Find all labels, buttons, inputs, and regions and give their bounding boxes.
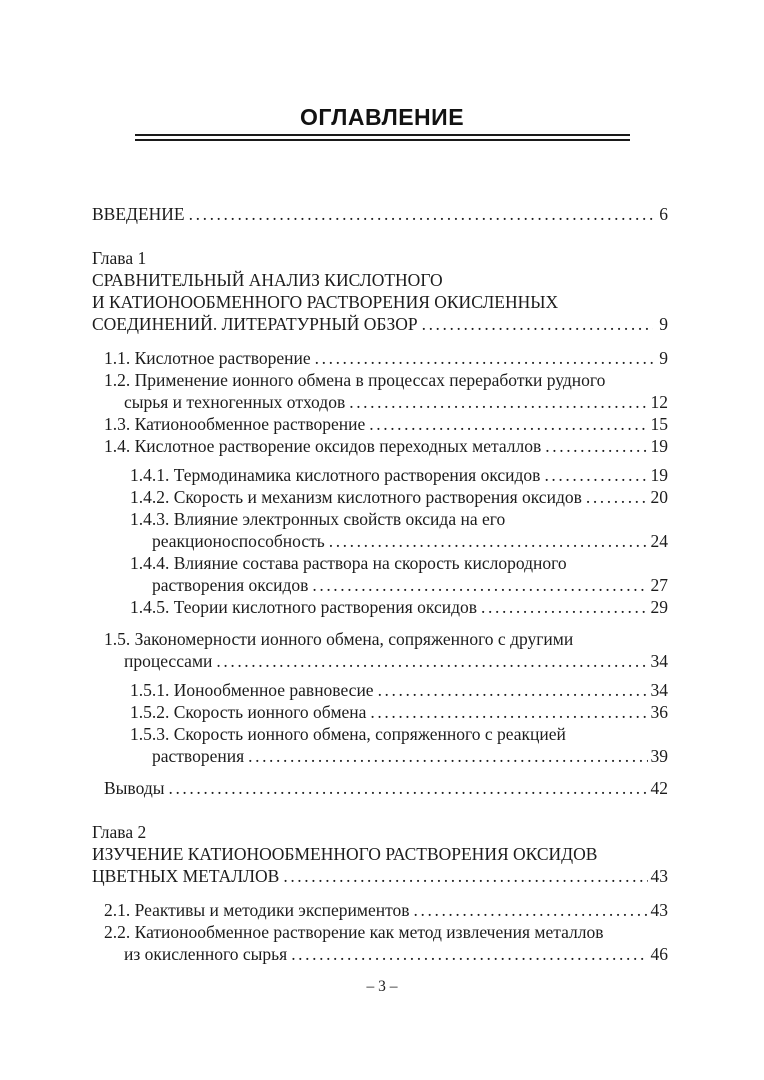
toc-entry — [0, 247, 668, 335]
leader-dots — [481, 596, 647, 618]
toc-line — [0, 269, 668, 291]
leader-dots — [545, 435, 647, 457]
toc-entry — [0, 777, 668, 799]
toc-line — [0, 203, 668, 225]
toc-line — [0, 777, 668, 799]
leader-dots — [349, 391, 647, 413]
toc-page-number: 15 — [650, 414, 668, 434]
toc-entry — [0, 596, 668, 618]
toc-entry — [0, 347, 668, 369]
toc-entry-text: процессами — [124, 651, 213, 671]
toc-entry-text: 1.4.5. Теории кислотного растворения оксидов — [130, 597, 478, 617]
leader-dots — [378, 679, 648, 701]
toc-page-number: 20 — [650, 487, 668, 507]
title-divider-double-rule — [135, 134, 630, 141]
toc-page-number: 43 — [650, 900, 668, 920]
leader-dots — [422, 313, 653, 335]
page-title: ОГЛАВЛЕНИЕ — [299, 104, 465, 130]
toc-entry-text: 1.3. Катионообменное растворение — [104, 414, 366, 434]
toc-line — [0, 628, 668, 650]
page-number-footer: – 3 – — [366, 978, 398, 995]
toc-line — [0, 899, 668, 921]
toc-entry — [0, 486, 668, 508]
toc-entry-text: сырья и техногенных отходов — [124, 392, 346, 412]
toc-line — [0, 508, 668, 530]
toc-entry — [0, 821, 668, 887]
toc-entry-text: 1.4. Кислотное растворение оксидов переходных металлов — [104, 436, 542, 456]
leader-dots — [370, 701, 647, 723]
toc-page-number: 24 — [650, 531, 668, 551]
leader-dots — [414, 899, 648, 921]
toc-line — [0, 865, 668, 887]
toc-entry-text: 1.4.2. Скорость и механизм кислотного растворения оксидов — [130, 487, 582, 507]
toc-line — [0, 391, 668, 413]
leader-dots — [544, 464, 647, 486]
table-of-contents — [0, 203, 668, 965]
toc-entry — [0, 723, 668, 767]
toc-line — [0, 291, 668, 313]
toc-line — [0, 701, 668, 723]
leader-dots — [586, 486, 648, 508]
toc-entry-text: 1.2. Применение ионного обмена в процессах переработки рудного — [104, 370, 606, 390]
toc-page-number: 46 — [650, 944, 668, 964]
toc-entry-text: 2.1. Реактивы и методики экспериментов — [104, 900, 410, 920]
toc-line — [0, 347, 668, 369]
toc-line — [0, 552, 668, 574]
toc-page-number: 42 — [650, 778, 668, 798]
toc-line — [0, 486, 668, 508]
toc-line — [0, 679, 668, 701]
toc-line — [0, 745, 668, 767]
toc-page-number: 34 — [650, 651, 668, 671]
toc-page-number: 43 — [650, 866, 668, 886]
toc-entry-text: из окисленного сырья — [124, 944, 288, 964]
toc-entry-text: СРАВНИТЕЛЬНЫЙ АНАЛИЗ КИСЛОТНОГО — [92, 270, 443, 290]
toc-page-number: 19 — [650, 436, 668, 456]
toc-page-number: 36 — [650, 702, 668, 722]
leader-dots — [315, 347, 653, 369]
toc-entry-text: 1.1. Кислотное растворение — [104, 348, 311, 368]
toc-line — [0, 943, 668, 965]
toc-entry — [0, 628, 668, 672]
toc-entry — [0, 921, 668, 965]
toc-page-number: 29 — [650, 597, 668, 617]
leader-dots — [189, 203, 653, 225]
leader-dots — [283, 865, 647, 887]
toc-entry — [0, 203, 668, 225]
toc-entry-text: Выводы — [104, 778, 165, 798]
toc-entry-text: ЦВЕТНЫХ МЕТАЛЛОВ — [92, 866, 280, 886]
leader-dots — [168, 777, 647, 799]
toc-page-number: 12 — [650, 392, 668, 412]
leader-dots — [248, 745, 647, 767]
toc-entry — [0, 899, 668, 921]
toc-entry — [0, 701, 668, 723]
toc-page-number: 9 — [659, 348, 668, 368]
toc-entry — [0, 464, 668, 486]
toc-page-number: 19 — [650, 465, 668, 485]
toc-line — [0, 921, 668, 943]
toc-entry-text: растворения оксидов — [152, 575, 309, 595]
toc-page-number: 34 — [650, 680, 668, 700]
toc-entry-text: 1.5.3. Скорость ионного обмена, сопряженного с реакцией — [130, 724, 566, 744]
toc-line — [0, 843, 668, 865]
toc-entry-text: 1.5.2. Скорость ионного обмена — [130, 702, 367, 722]
leader-dots — [291, 943, 647, 965]
toc-line — [0, 821, 668, 843]
toc-entry — [0, 508, 668, 552]
leader-dots — [369, 413, 647, 435]
toc-entry-text: 1.4.1. Термодинамика кислотного растворения оксидов — [130, 465, 541, 485]
toc-page-number: 6 — [659, 204, 668, 224]
toc-entry-text: Глава 1 — [92, 248, 147, 268]
toc-entry — [0, 413, 668, 435]
toc-line — [0, 464, 668, 486]
toc-entry-text: 2.2. Катионообменное растворение как метод извлечения металлов — [104, 922, 604, 942]
toc-entry-text: СОЕДИНЕНИЙ. ЛИТЕРАТУРНЫЙ ОБЗОР — [92, 314, 418, 334]
toc-entry-text: 1.4.3. Влияние электронных свойств оксида на его — [130, 509, 506, 529]
toc-entry-text: ИЗУЧЕНИЕ КАТИОНООБМЕННОГО РАСТВОРЕНИЯ ОКСИДОВ — [92, 844, 598, 864]
toc-line — [0, 574, 668, 596]
toc-line — [0, 247, 668, 269]
toc-line — [0, 723, 668, 745]
toc-entry-text: 1.5. Закономерности ионного обмена, сопряженного с другими — [104, 629, 574, 649]
toc-entry — [0, 369, 668, 413]
toc-entry-text: реакционоспособность — [152, 531, 325, 551]
toc-entry — [0, 679, 668, 701]
leader-dots — [216, 650, 647, 672]
toc-page-number: 9 — [659, 314, 668, 334]
toc-line — [0, 435, 668, 457]
toc-entry-text: ВВЕДЕНИЕ — [92, 204, 185, 224]
leader-dots — [312, 574, 647, 596]
toc-entry-text: 1.5.1. Ионообменное равновесие — [130, 680, 374, 700]
toc-line — [0, 530, 668, 552]
toc-entry-text: И КАТИОНООБМЕННОГО РАСТВОРЕНИЯ ОКИСЛЕННЫХ — [92, 292, 559, 312]
toc-entry-text: Глава 2 — [92, 822, 147, 842]
toc-entry — [0, 435, 668, 457]
toc-page-number: 27 — [650, 575, 668, 595]
toc-line — [0, 650, 668, 672]
toc-entry-text: растворения — [152, 746, 245, 766]
toc-line — [0, 413, 668, 435]
toc-line — [0, 313, 668, 335]
leader-dots — [329, 530, 648, 552]
toc-line — [0, 369, 668, 391]
toc-entry — [0, 552, 668, 596]
toc-line — [0, 596, 668, 618]
toc-page-number: 39 — [650, 746, 668, 766]
toc-entry-text: 1.4.4. Влияние состава раствора на скорость кислородного — [130, 553, 567, 573]
